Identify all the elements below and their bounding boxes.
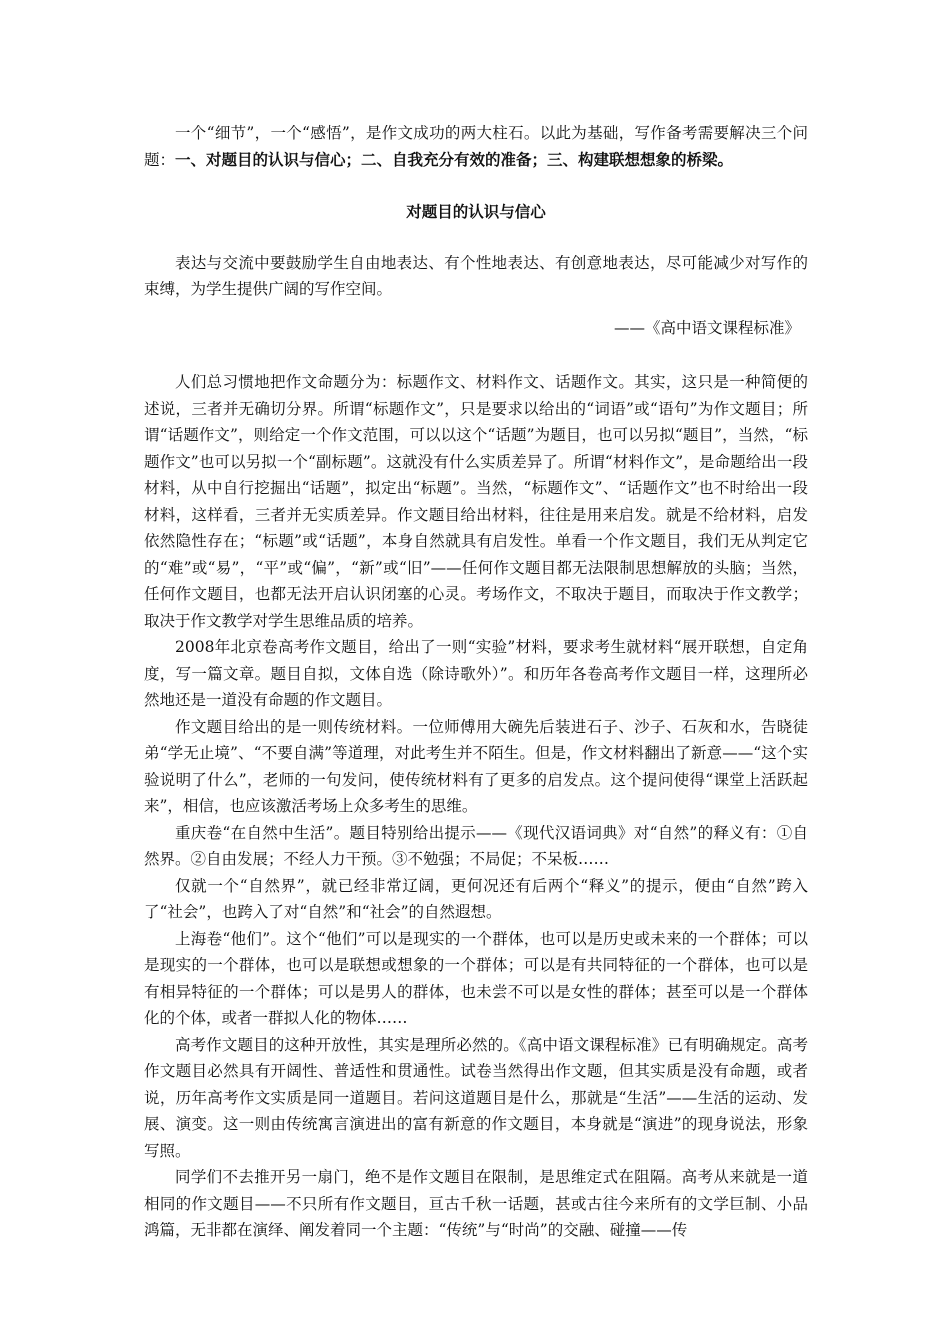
document-page [144, 120, 808, 1244]
body-paragraph: 上海卷“他们”。这个“他们”可以是现实的一个群体，也可以是历史或未来的一个群体；可以是现实的一个群体，也可以是联想或想象的一个群体；可以是有共同特征的一个群体，也可以是有相异特征的一个群体；可以是男人的群体，也未尝不可以是女性的群体；甚至可以是一个群体化的个体，或者一群拟人化的物体…… [144, 929, 808, 1027]
intro-bold-text: 一、对题目的认识与信心；二、自我充分有效的准备；三、构建联想想象的桥梁。 [175, 149, 734, 169]
body-paragraph: 2008年北京卷高考作文题目，给出了一则“实验”材料，要求考生就材料“展开联想，自定角度，写一篇文章。题目自拟，文体自选（除诗歌外）”。和历年各卷高考作文题目一样，这理所必然地还是一道没有命题的作文题目。 [144, 638, 808, 709]
body-paragraph: 重庆卷“在自然中生活”。题目特别给出提示——《现代汉语词典》对“自然”的释义有：①自然界。②自由发展；不经人力干预。③不勉强；不局促；不呆板…… [144, 823, 808, 868]
body-paragraph: 作文题目给出的是一则传统材料。一位师傅用大碗先后装进石子、沙子、石灰和水，告晓徒弟“学无止境”、“不要自满”等道理，对此考生并不陌生。但是，作文材料翻出了新意——“这个实验说明了什么”，老师的一句发问，使传统材料有了更多的启发点。这个提问使得“课堂上活跃起来”，相信，也应该激活考场上众多考生的思维。 [144, 717, 808, 815]
section-title: 对题目的认识与信心 [406, 202, 546, 221]
body-paragraph: 同学们不去推开另一扇门，绝不是作文题目在限制，是思维定式在阻隔。高考从来就是一道相同的作文题目——不只所有作文题目，亘古千秋一话题，甚或古往今来所有的文学巨制、小品鸿篇，无非都在演绎、阐发着同一个主题：“传统”与“时尚”的交融、碰撞——传 [144, 1168, 808, 1239]
quote-source: ——《高中语文课程标准》 [613, 318, 800, 337]
intro-text: 一个“细节”，一个“感悟”，是作文成功的两大柱石。以此为基础，写作备考需要解决三个问题： [144, 124, 808, 169]
body-text [144, 369, 808, 1244]
body-paragraph: 高考作文题目的这种开放性，其实是理所必然的。《高中语文课程标准》已有明确规定。高考作文题目必然具有开阔性、普适性和贯通性。试卷当然得出作文题，但其实质是没有命题，或者说，历年高考作文实质是同一道题目。若问这道题目是什么，那就是“生活”——生活的运动、发展、演变。这一则由传统寓言演进出的富有新意的作文题目，本身就是“演进”的现身说法，形象写照。 [144, 1035, 808, 1160]
body-paragraph: 人们总习惯地把作文命题分为：标题作文、材料作文、话题作文。其实，这只是一种简便的述说，三者并无确切分界。所谓“标题作文”，只是要求以给出的“词语”或“语句”为作文题目；所谓“话题作文”，则给定一个作文范围，可以以这个“话题”为题目，也可以另拟“题目”，当然，“标题作文”也可以另拟一个“副标题”。这就没有什么实质差异了。所谓“材料作文”，是命题给出一段材料，从中自行挖掘出“话题”，拟定出“标题”。当然，“标题作文”、“话题作文”也不时给出一段材料，这样看，三者并无实质差异。作文题目给出材料，往往是用来启发。就是不给材料，启发依然隐性存在；“标题”或“话题”，本身自然就具有启发性。单看一个作文题目，我们无从判定它的“难”或“易”，“平”或“偏”，“新”或“旧”——任何作文题目都无法限制思想解放的头脑；当然，任何作文题目，也都无法开启认识闭塞的心灵。考场作文，不取决于题目，而取决于作文教学；取决于作文教学对学生思维品质的培养。 [144, 373, 808, 630]
quote-text: 表达与交流中要鼓励学生自由地表达、有个性地表达、有创意地表达，尽可能减少对写作的束缚，为学生提供广阔的写作空间。 [144, 253, 808, 298]
body-paragraph: 仅就一个“自然界”，就已经非常辽阔，更何况还有后两个“释义”的提示，便由“自然”跨入了“社会”，也跨入了对“自然”和“社会”的自然遐想。 [144, 876, 808, 921]
intro-paragraph [144, 120, 808, 173]
